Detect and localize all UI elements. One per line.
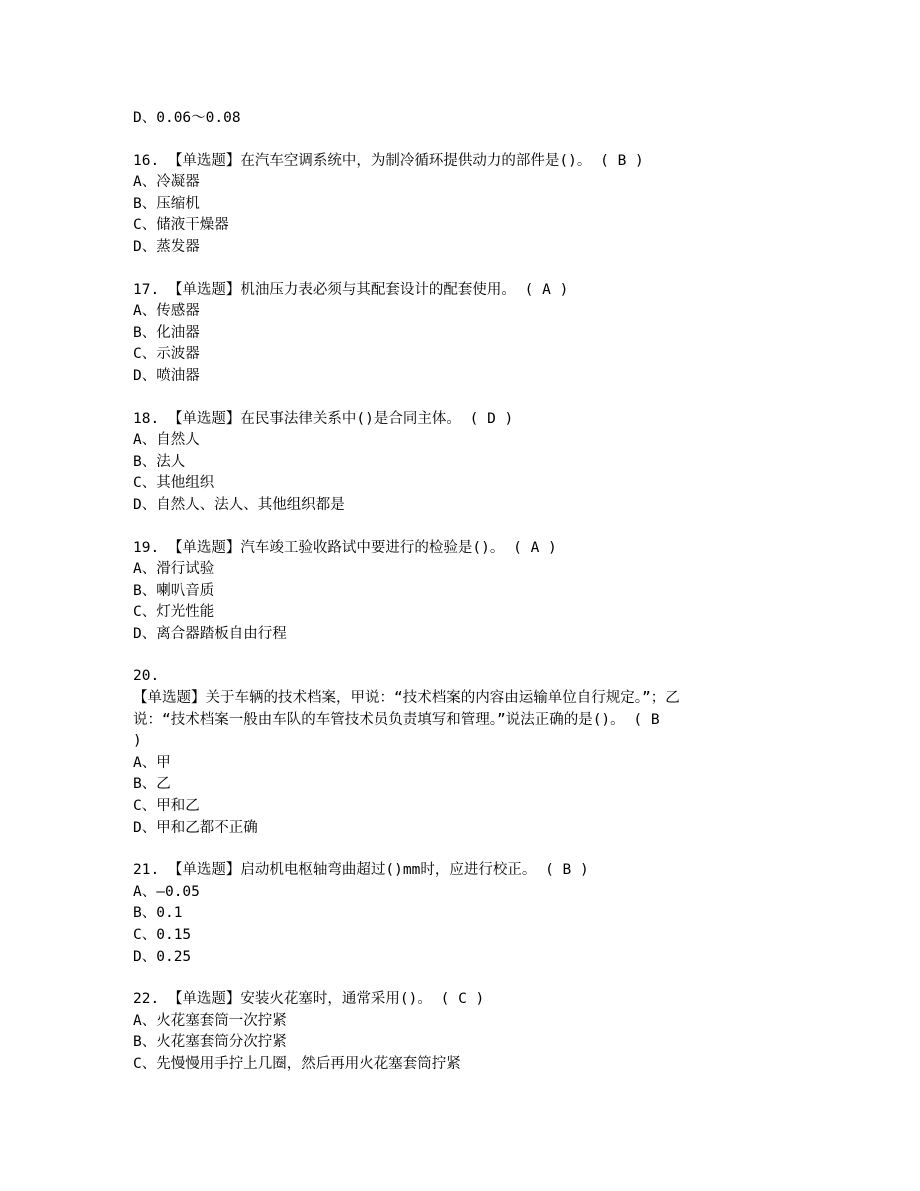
- question-22-option-b: B、火花塞套筒分次拧紧: [133, 1034, 287, 1051]
- question-16-option-c: C、储液干燥器: [133, 217, 229, 234]
- question-19-option-c: C、灯光性能: [133, 604, 215, 621]
- question-16-option-d: D、蒸发器: [133, 238, 200, 255]
- question-18-option-c: C、其他组织: [133, 475, 215, 492]
- question-17-option-d: D、喷油器: [133, 367, 200, 384]
- question-18-option-b: B、法人: [133, 453, 186, 470]
- question-22-option-a: A、火花塞套筒一次拧紧: [133, 1012, 287, 1029]
- spacer: [133, 839, 793, 860]
- question-18-stem: 18. 【单选题】在民事法律关系中()是合同主体。 ( D ): [133, 410, 514, 427]
- spacer: [133, 968, 793, 989]
- question-20-option-a: A、甲: [133, 754, 171, 771]
- question-21-option-d: D、0.25: [133, 948, 192, 965]
- question-20-option-d: D、甲和乙都不正确: [133, 819, 258, 836]
- question-21-option-c: C、0.15: [133, 927, 192, 943]
- spacer: [133, 259, 793, 280]
- question-20-stem-line-2: 说：“技术档案一般由车队的车管技术员负责填写和管理。”说法正确的是()。 ( B: [133, 711, 660, 728]
- question-19-option-d: D、离合器踏板自由行程: [133, 625, 287, 642]
- question-18-option-a: A、自然人: [133, 432, 200, 449]
- question-20-stem-line-3: ): [133, 733, 142, 750]
- exam-page: [133, 108, 793, 1076]
- question-19-stem: 19. 【单选题】汽车竣工验收路试中要进行的检验是()。 ( A ): [133, 539, 557, 556]
- spacer: [133, 130, 793, 151]
- question-17-stem: 17. 【单选题】机油压力表必须与其配套设计的配套使用。 ( A ): [133, 281, 569, 298]
- spacer: [133, 388, 793, 409]
- question-20-option-b: B、乙: [133, 776, 171, 793]
- question-16-option-a: A、冷凝器: [133, 174, 200, 191]
- question-21-option-a: A、—0.05: [133, 883, 200, 900]
- question-22-option-c: C、先慢慢用手拧上几圈，然后再用火花塞套筒拧紧: [133, 1055, 461, 1072]
- question-16-option-b: B、压缩机: [133, 195, 200, 212]
- question-21-option-b: B、0.1: [133, 905, 183, 922]
- question-20-stem-line-1: 【单选题】关于车辆的技术档案，甲说：“技术档案的内容由运输单位自行规定。”；乙: [133, 690, 680, 707]
- question-17-option-b: B、化油器: [133, 324, 200, 341]
- question-16-stem: 16. 【单选题】在汽车空调系统中，为制冷循环提供动力的部件是()。 ( B ): [133, 152, 644, 169]
- question-21-stem: 21. 【单选题】启动机电枢轴弯曲超过()mm时，应进行校正。 ( B ): [133, 862, 589, 879]
- question-19-option-a: A、滑行试验: [133, 561, 215, 578]
- question-19-option-b: B、喇叭音质: [133, 582, 215, 599]
- question-18-option-d: D、自然人、法人、其他组织都是: [133, 496, 345, 513]
- question-17-option-a: A、传感器: [133, 303, 200, 320]
- question-15-option-d: D、0.06～0.08: [133, 110, 241, 126]
- question-17-option-c: C、示波器: [133, 346, 200, 363]
- question-22-stem: 22. 【单选题】安装火花塞时，通常采用()。 ( C ): [133, 991, 485, 1008]
- spacer: [133, 645, 793, 666]
- question-20-option-c: C、甲和乙: [133, 798, 200, 815]
- spacer: [133, 517, 793, 538]
- question-20-number: 20.: [133, 668, 160, 685]
